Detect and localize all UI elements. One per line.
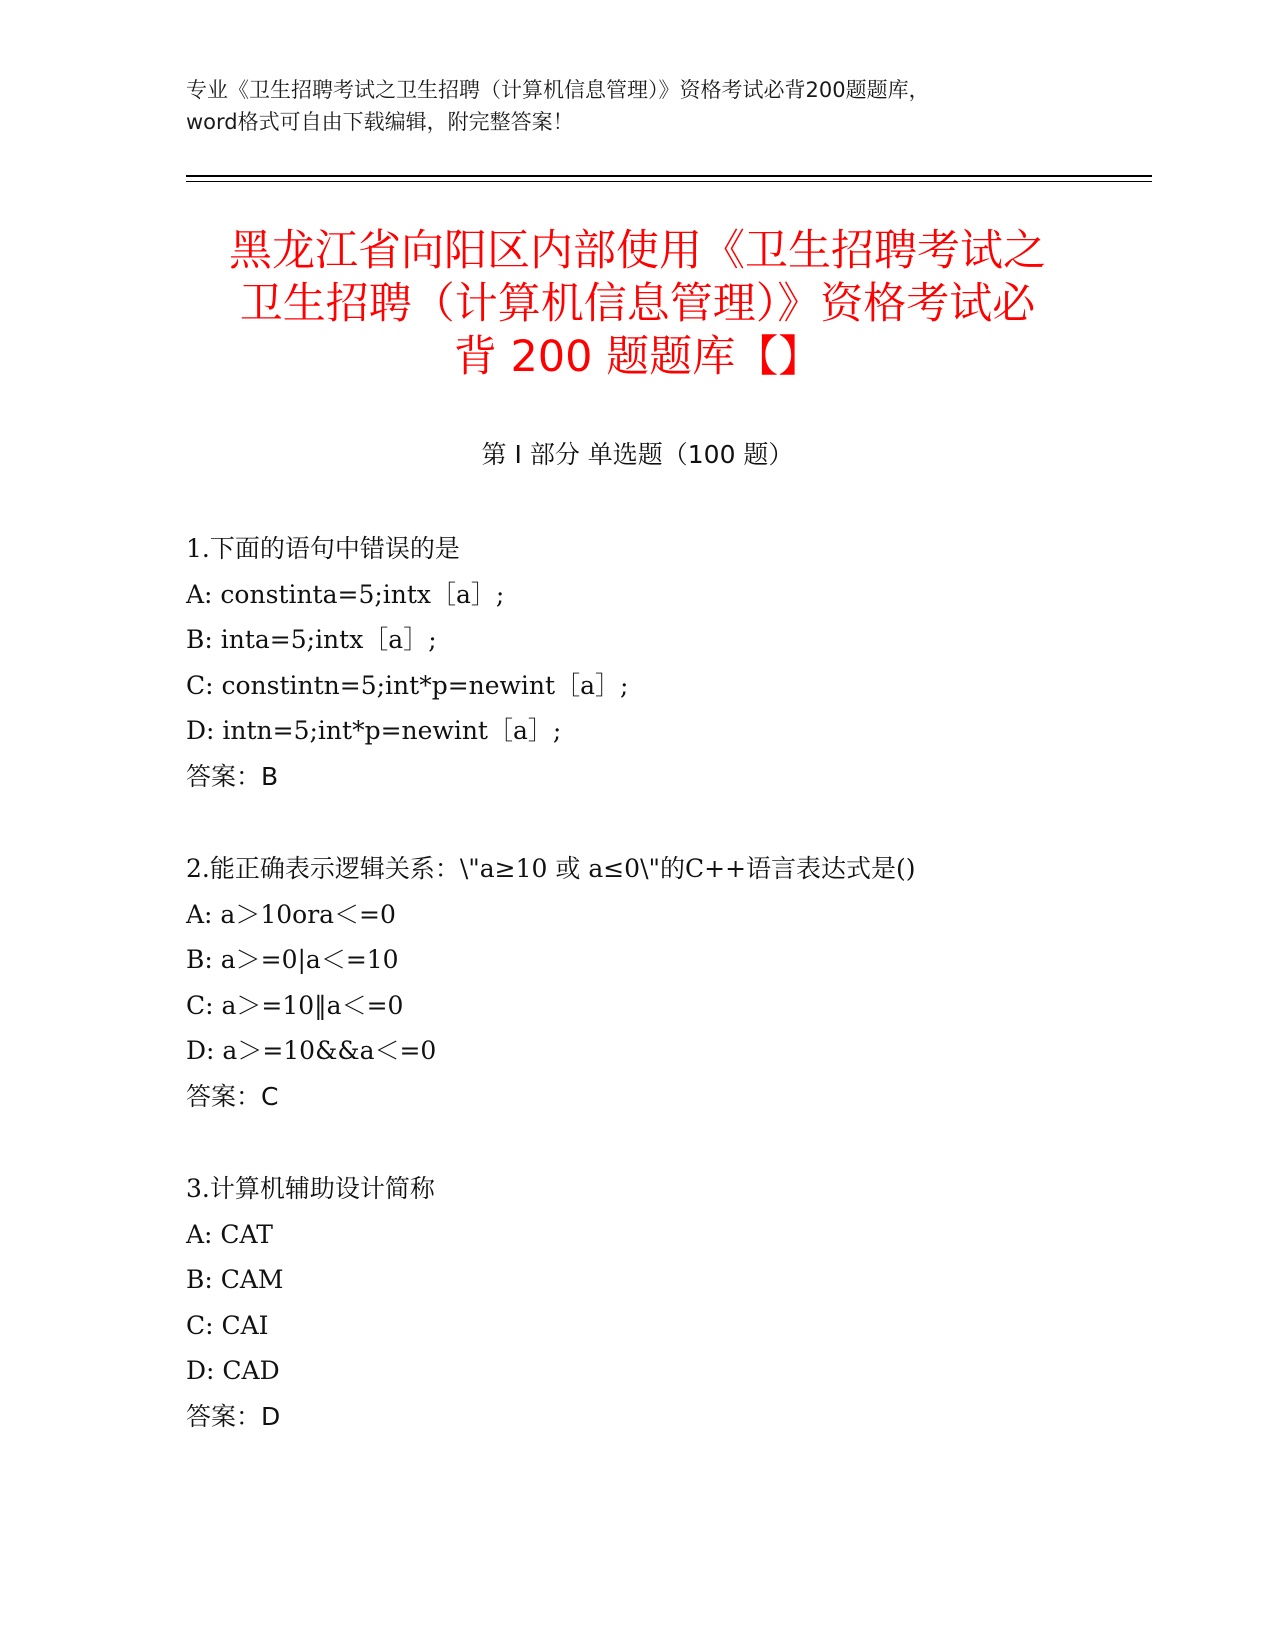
question-2 bbox=[186, 846, 1136, 1119]
document-title-line-2: 卫生招聘（计算机信息管理）》资格考试必 bbox=[239, 279, 1036, 329]
answer-key: 答案：D bbox=[186, 1401, 281, 1431]
option-d: D: CAD bbox=[186, 1356, 280, 1385]
question-stem: 2.能正确表示逻辑关系：\"a≥10 或 a≤0\"的C++语言表达式是() bbox=[186, 854, 916, 883]
option-a: A: CAT bbox=[186, 1219, 273, 1249]
option-b: B: inta=5;intx［a］; bbox=[186, 625, 437, 654]
header-divider-thick bbox=[186, 175, 1152, 177]
header-divider-thin bbox=[186, 181, 1152, 182]
option-c: C: a＞=10‖a＜=0 bbox=[186, 990, 404, 1020]
option-c: C: constintn=5;int*p=newint［a］; bbox=[186, 670, 629, 700]
question-1 bbox=[186, 526, 1136, 799]
option-a: A: constinta=5;intx［a］; bbox=[186, 579, 505, 609]
question-list bbox=[186, 526, 1136, 1486]
header-note-line-2: word格式可自由下载编辑，附完整答案！ bbox=[186, 110, 574, 134]
header-note-line-1: 专业《卫生招聘考试之卫生招聘（计算机信息管理）》资格考试必背200题题库， bbox=[186, 78, 930, 102]
document-title-line-1: 黑龙江省向阳区内部使用《卫生招聘考试之 bbox=[229, 226, 1046, 276]
option-c: C: CAI bbox=[186, 1310, 269, 1340]
document-title-line-3: 背 200 题题库【】 bbox=[453, 332, 822, 382]
option-b: B: a＞=0|a＜=10 bbox=[186, 945, 399, 974]
document-title bbox=[150, 225, 1125, 384]
option-b: B: CAM bbox=[186, 1265, 284, 1294]
answer-key: 答案：B bbox=[186, 761, 279, 791]
header-note bbox=[186, 74, 1086, 138]
option-a: A: a＞10ora＜=0 bbox=[186, 899, 396, 929]
option-d: D: a＞=10&&a＜=0 bbox=[186, 1036, 437, 1065]
question-stem: 1.下面的语句中错误的是 bbox=[186, 534, 460, 563]
option-d: D: intn=5;int*p=newint［a］; bbox=[186, 716, 562, 745]
question-3 bbox=[186, 1166, 1136, 1439]
question-stem: 3.计算机辅助设计简称 bbox=[186, 1174, 435, 1203]
section-heading: 第 I 部分 单选题（100 题） bbox=[481, 440, 794, 469]
answer-key: 答案：C bbox=[186, 1081, 279, 1111]
